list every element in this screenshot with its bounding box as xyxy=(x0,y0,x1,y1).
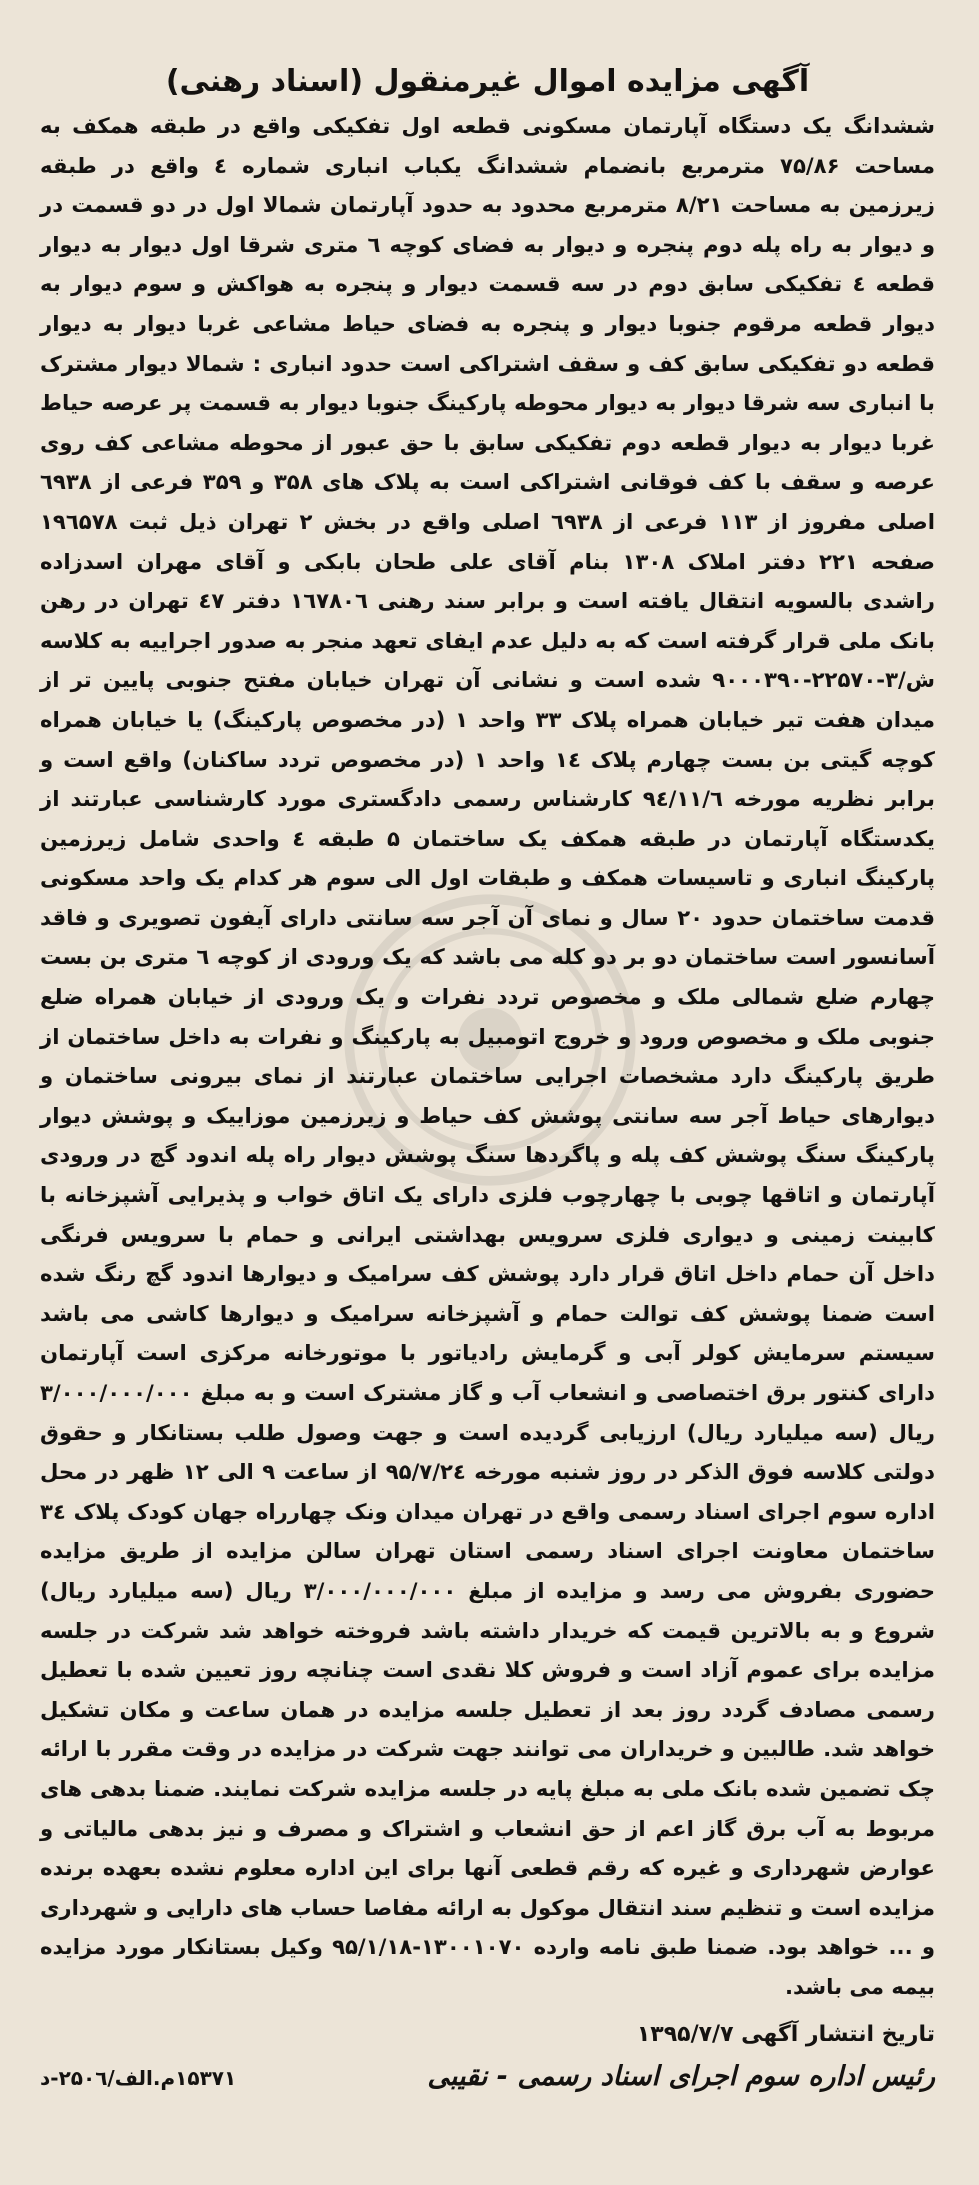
publish-date: تاریخ انتشار آگهی ۱۳۹۵/۷/۷ xyxy=(636,2021,935,2047)
reference-code: ۱۵۳۷۱م.الف/۲۵۰٦-د xyxy=(40,2065,237,2090)
notice-body: ششدانگ یک دستگاه آپارتمان مسکونی قطعه اول تفکیکی واقع در طبقه همکف به مساحت ۷۵/۸۶ مترمربع بانضمام ششدانگ یکباب انباری شماره ٤ واقع در طبقه زیرزمین به مساحت ۸/۲۱ مترمربع محدود به حدود آپارتمان شمالا اول در دو قسمت در و دیوار به راه پله دوم پنجره و دیوار به فضای کوچه ٦ متری شرقا اول دیوار به دیوار قطعه ٤ تفکیکی سابق دوم در سه قسمت دیوار و پنجره به هواکش و سوم دیوار به دیوار قطعه مرقوم جنوبا دیوار و پنجره به فضای حیاط مشاعی غربا دیوار به دیوار قطعه دو تفکیکی سابق کف و سقف اشتراکی است حدود انباری : شمالا دیوار مشترک با انباری سه شرقا دیوار به دیوار محوطه پارکینگ جنوبا دیوار به قسمت پر عرصه حیاط غربا دیوار به دیوار قطعه دوم تفکیکی سابق با حق عبور از محوطه مشاعی کف روی عرصه و سقف با کف فوقانی اشتراکی است به پلاک های ۳۵۸ و ۳۵۹ فرعی از ٦۹۳۸ اصلی مفروز از ۱۱۳ فرعی از ٦۹۳۸ اصلی واقع در بخش ۲ تهران ذیل ثبت ۱۹٦۵۷۸ صفحه ۲۲۱ دفتر املاک ۱۳۰۸ بنام آقای علی طحان بابکی و آقای مهران اسدزاده راشدی بالسویه انتقال یافته است و برابر سند رهنی ۱٦۷۸۰٦ دفتر ٤۷ تهران در رهن بانک ملی قرار گرفته است که به دلیل عدم ایفای تعهد منجر به صدور اجراییه به کلاسه ش/۳-۲۲۵۷۰-۹۰۰۰۳۹۰ شده است و نشانی آن تهران خیابان مفتح جنوبی پایین تر از میدان هفت تیر خیابان همراه پلاک ۳۳ واحد ۱ (در مخصوص پارکینگ) یا خیابان همراه کوچه گیتی بن بست چهارم پلاک ۱٤ واحد ۱ (در مخصوص تردد ساکنان) واقع است و برابر نظریه مورخه ۹٤/۱۱/٦ کارشناس رسمی دادگستری مورد کارشناسی عبارتند از یکدستگاه آپارتمان در طبقه همکف یک ساختمان ۵ طبقه ٤ واحدی شامل زیرزمین پارکینگ انباری و تاسیسات همکف و طبقات اول الی سوم هر کدام یک واحد مسکونی قدمت ساختمان حدود ۲۰ سال و نمای آن آجر سه سانتی دارای آیفون تصویری و فاقد آسانسور است ساختمان دو بر دو کله می باشد که یک ورودی از کوچه ٦ متری بن بست چهارم ضلع شمالی ملک و مخصوص تردد نفرات و یک ورودی از خیابان همراه ضلع جنوبی ملک و مخصوص ورود و خروج اتومبیل به پارکینگ و نفرات به داخل ساختمان از طریق پارکینگ دارد مشخصات اجرایی ساختمان عبارتند از نمای بیرونی ساختمان و دیوارهای حیاط آجر سه سانتی پوشش کف حیاط و زیرزمین موزاییک و پوشش دیوار پارکینگ سنگ پوشش کف پله و پاگردها سنگ پوشش دیوار راه پله اندود گچ در ورودی آپارتمان و اتاقها چوبی با چهارچوب فلزی دارای یک اتاق خواب و پذیرایی آشپزخانه با کابینت زمینی و دیواری فلزی سرویس بهداشتی ایرانی و حمام با سرویس فرنگی داخل آن حمام داخل اتاق قرار دارد پوشش کف سرامیک و دیوارها اندود گچ رنگ شده است ضمنا پوشش کف توالت حمام و آشپزخانه سرامیک و دیوارها کاشی می باشد سیستم سرمایش کولر آبی و گرمایش رادیاتور با موتورخانه مرکزی است آپارتمان دارای کنتور برق اختصاصی و انشعاب آب و گاز مشترک است و به مبلغ ۳/۰۰۰/۰۰۰/۰۰۰ ریال (سه میلیارد ریال) ارزیابی گردیده است و جهت وصول طلب بستانکار و حقوق دولتی کلاسه فوق الذکر در روز شنبه مورخه ۹۵/۷/۲٤ از ساعت ۹ الی ۱۲ ظهر در محل اداره سوم اجرای اسناد رسمی واقع در تهران میدان ونک چهارراه جهان کودک پلاک ۳٤ ساختمان معاونت اجرای اسناد رسمی استان تهران سالن مزایده از طریق مزایده حضوری بفروش می رسد و مزایده از مبلغ ۳/۰۰۰/۰۰۰/۰۰۰ ریال (سه میلیارد ریال) شروع و به بالاترین قیمت که خریدار داشته باشد فروخته خواهد شد شرکت در جلسه مزایده برای عموم آزاد است و فروش کلا نقدی است چنانچه روز تعیین شده با تعطیل رسمی مصادف گردد روز بعد از تعطیل جلسه مزایده در همان ساعت و مکان تشکیل خواهد شد. طالبین و خریداران می توانند جهت شرکت در مزایده در وقت مقرر با ارائه چک تضمین شده بانک ملی به مبلغ پایه در جلسه مزایده شرکت نمایند. ضمنا بدهی های مربوط به آب برق گاز اعم از حق انشعاب و اشتراک و مصرف و نیز بدهی مالیاتی و عوارض شهرداری و غیره که رقم قطعی آنها برای این اداره معلوم نشده بعهده برنده مزایده است و تنظیم سند انتقال موکول به ارائه مفاصا حساب های دارایی و شهرداری و ... خواهد بود. ضمنا طبق نامه وارده ۱۳۰۰۱۰۷۰-۹۵/۱/۱۸ وکیل بستانکار مورد مزایده بیمه می باشد. xyxy=(40,113,936,1999)
signature-row xyxy=(40,2057,935,2098)
notice-title: آگهی مزایده اموال غیرمنقول (اسناد رهنی) xyxy=(165,64,810,99)
notice-footer xyxy=(40,2017,935,2098)
signature: رئیس اداره سوم اجرای اسناد رسمی - نقیبی xyxy=(427,2060,935,2092)
